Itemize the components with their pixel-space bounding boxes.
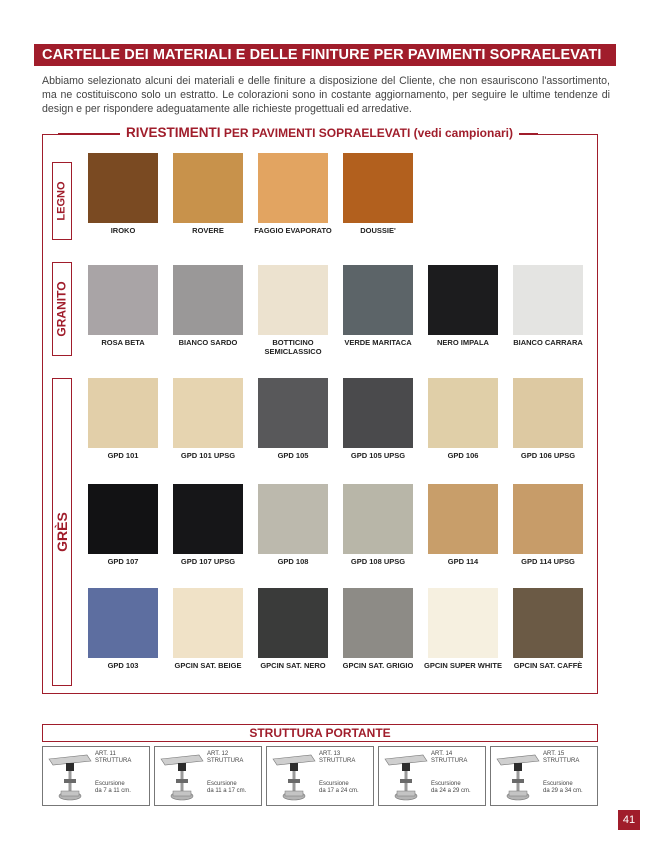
category-gres: GRÈS: [52, 378, 72, 686]
struttura-range: da 29 a 34 cm.: [543, 788, 583, 794]
struttura-item: [154, 746, 262, 806]
material-swatch: [258, 265, 328, 335]
pedestal-icon: [159, 749, 205, 805]
material-label: GPD 114 UPSG: [521, 557, 575, 566]
material-label: GPD 105: [277, 451, 309, 460]
material-label: BIANCO SARDO: [178, 338, 238, 347]
material-swatch: [88, 588, 158, 658]
material-swatch: [173, 378, 243, 448]
pedestal-icon: [47, 749, 93, 805]
struttura-esc: Escursione: [431, 781, 461, 787]
material-label: ROVERE: [192, 226, 224, 235]
material-label: FAGGIO EVAPORATO: [254, 226, 332, 235]
material-swatch: [513, 378, 583, 448]
material-swatch: [88, 378, 158, 448]
struttura-art: ART. 12: [207, 751, 229, 757]
material-label: DOUSSIE': [360, 226, 396, 235]
struttura-esc: Escursione: [319, 781, 349, 787]
material-swatch: [258, 153, 328, 223]
material-label: GPCIN SAT. BEIGE: [174, 661, 242, 670]
struttura-range: da 24 a 29 cm.: [431, 788, 471, 794]
pedestal-icon: [271, 749, 317, 805]
struttura-range: da 17 a 24 cm.: [319, 788, 359, 794]
material-swatch: [513, 265, 583, 335]
material-swatch: [258, 588, 328, 658]
material-swatch: [343, 588, 413, 658]
material-label: GPD 106 UPSG: [520, 451, 576, 460]
material-label: GPD 105 UPSG: [350, 451, 406, 460]
material-swatch: [88, 484, 158, 554]
material-label: GPD 108 UPSG: [350, 557, 406, 566]
material-swatch: [258, 378, 328, 448]
material-swatch: [173, 265, 243, 335]
intro-paragraph: Abbiamo selezionato alcuni dei materiali e delle finiture a disposizione del Cliente, che non esauriscono l'assortimento, ma ne costituiscono solo un estratto. Le colorazioni sono in costante aggiornamento, per seguire le ultime tendenze di design e per rispondere adeguatamente alle richieste progettuali ed arredative.: [42, 75, 610, 115]
material-label: GPD 107: [107, 557, 139, 566]
material-swatch: [173, 484, 243, 554]
material-swatch: [88, 265, 158, 335]
page-header: [34, 44, 616, 66]
struttura-label: STRUTTURA: [95, 758, 132, 764]
page-number: 41: [618, 810, 640, 830]
struttura-item: [378, 746, 486, 806]
category-granito: GRANITO: [52, 262, 72, 356]
title-rule-left: [58, 133, 120, 135]
material-label: GPD 106: [447, 451, 479, 460]
material-label: GPD 114: [447, 557, 479, 566]
header-title: CARTELLE DEI MATERIALI E DELLE FINITURE PER PAVIMENTI SOPRAELEVATI: [42, 47, 602, 63]
material-label: GPCIN SAT. GRIGIO: [342, 661, 414, 670]
material-label: BOTTICINO SEMICLASSICO: [264, 338, 322, 356]
material-swatch: [428, 265, 498, 335]
material-label: GPD 108: [277, 557, 309, 566]
material-label: ROSA BETA: [101, 338, 145, 347]
material-label: GPCIN SAT. CAFFÈ: [513, 661, 583, 670]
material-swatch: [343, 484, 413, 554]
material-label: BIANCO CARRARA: [513, 338, 583, 347]
material-swatch: [513, 588, 583, 658]
struttura-label: STRUTTURA: [319, 758, 356, 764]
material-swatch: [173, 588, 243, 658]
material-swatch: [428, 484, 498, 554]
struttura-item: [42, 746, 150, 806]
struttura-range: da 11 a 17 cm.: [207, 788, 247, 794]
struttura-art: ART. 13: [319, 751, 341, 757]
material-label: GPCIN SUPER WHITE: [424, 661, 502, 670]
struttura-title: STRUTTURA PORTANTE: [249, 726, 391, 740]
struttura-label: STRUTTURA: [207, 758, 244, 764]
material-swatch: [428, 378, 498, 448]
material-label: IROKO: [110, 226, 136, 235]
pedestal-icon: [383, 749, 429, 805]
struttura-esc: Escursione: [207, 781, 237, 787]
material-swatch: [343, 378, 413, 448]
material-label: NERO IMPALA: [437, 338, 489, 347]
struttura-label: STRUTTURA: [543, 758, 580, 764]
struttura-item: [490, 746, 598, 806]
material-swatch: [513, 484, 583, 554]
material-swatch: [428, 588, 498, 658]
material-swatch: [173, 153, 243, 223]
material-swatch: [258, 484, 328, 554]
material-swatch: [88, 153, 158, 223]
material-label: GPD 101: [107, 451, 139, 460]
struttura-esc: Escursione: [95, 781, 125, 787]
material-label: GPD 101 UPSG: [180, 451, 236, 460]
material-label: GPD 103: [107, 661, 139, 670]
category-legno: LEGNO: [52, 162, 72, 240]
material-swatch: [343, 265, 413, 335]
struttura-art: ART. 15: [543, 751, 565, 757]
rivestimenti-title: RIVESTIMENTI PER PAVIMENTI SOPRAELEVATI (vedi campionari): [120, 125, 519, 141]
struttura-label: STRUTTURA: [431, 758, 468, 764]
struttura-art: ART. 11: [95, 751, 116, 757]
material-label: GPCIN SAT. NERO: [260, 661, 326, 670]
struttura-item: [266, 746, 374, 806]
struttura-art: ART. 14: [431, 751, 453, 757]
material-swatch: [343, 153, 413, 223]
material-label: GPD 107 UPSG: [180, 557, 236, 566]
struttura-esc: Escursione: [543, 781, 573, 787]
pedestal-icon: [495, 749, 541, 805]
struttura-range: da 7 a 11 cm.: [95, 788, 131, 794]
material-label: VERDE MARITACA: [344, 338, 412, 347]
